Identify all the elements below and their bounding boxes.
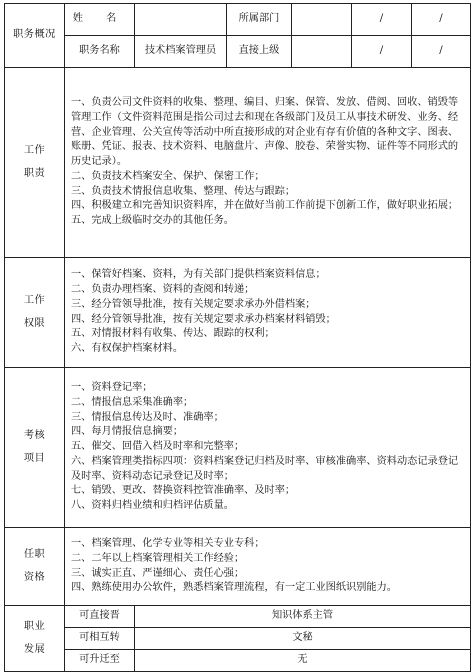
qualification-item: 一、档案管理、化学专业等相关专业专科； [71, 537, 265, 549]
qualification-label [5, 528, 65, 606]
superior-blank [292, 36, 352, 68]
overview-row-1 [5, 4, 471, 36]
dept-value-2: / [412, 4, 471, 36]
duties-label [5, 68, 65, 258]
assessment-label-line2: 项目 [23, 452, 46, 464]
career-path-value: 知识体系主管 [135, 606, 471, 628]
title-label: 职务名称 [65, 36, 135, 68]
authority-item: 五、对情报材料有收集、传达、跟踪的权利； [71, 328, 275, 340]
authority-item: 六、有权保护档案材料。 [71, 343, 184, 355]
superior-value-1: / [352, 36, 412, 68]
assessment-item: 三、情报信息传达及时、准确率； [71, 411, 224, 423]
name-label: 姓 名 [65, 4, 135, 36]
authority-label-line1: 工作 [23, 295, 46, 307]
job-description-table [4, 3, 471, 672]
assessment-item: 一、资料登记率； [71, 381, 153, 393]
authority-item: 四、经分管领导批准，按有关规定要求承办档案材料销毁； [71, 313, 336, 325]
duties-label-line1: 工作 [23, 145, 46, 157]
qualification-label-line1: 任职 [23, 549, 46, 561]
authority-label-line2: 权限 [23, 317, 46, 329]
authority-row [5, 258, 471, 368]
dept-value-1: / [352, 4, 412, 36]
authority-item: 二、负责办理档案、资料的查阅和转递； [71, 283, 255, 295]
duty-item: 一、负责公司文件资料的收集、整理、编目、归案、保管、发放、借阅、回收、销毁等管理工作（文件资料范围是指公司过去和现在各级部门及员工从事技术研发、业务、经营、企业管理、公关宣传等活动中所直接形成的对企业有存有价值的各种文字、图表、账册、凭证、报表、技术资料、电脑盘片、声像、胶卷、荣誉实物、证件等不同形式的历史记录）。 [71, 96, 459, 168]
title-value: 技术档案管理员 [135, 36, 227, 68]
overview-section-label: 职务概况 [5, 4, 65, 68]
superior-label: 直接上级 [227, 36, 292, 68]
career-path-label: 可相互转 [65, 628, 135, 650]
duty-item: 三、负责技术情报信息收集、整理、传达与跟踪； [71, 185, 296, 197]
duty-item: 四、积极建立和完善知识资料库，并在做好当前工作前提下创新工作，做好职业拓展； [71, 200, 459, 212]
career-row-2 [5, 628, 471, 650]
dept-label: 所属部门 [227, 4, 292, 36]
career-path-value: 文秘 [135, 628, 471, 650]
duty-item: 二、负责技术档案安全、保护、保密工作； [71, 170, 265, 182]
duty-item: 五、完成上级临时交办的其他任务。 [71, 215, 234, 227]
career-row-1 [5, 606, 471, 628]
qualification-label-line2: 资格 [23, 571, 46, 583]
qualification-row [5, 528, 471, 606]
career-path-value: 无 [135, 650, 471, 672]
duties-label-line2: 职责 [23, 167, 46, 179]
overview-row-2 [5, 36, 471, 68]
career-path-label: 可升迁至 [65, 650, 135, 672]
qualification-item: 二、二年以上档案管理相关工作经验； [71, 552, 245, 564]
qualification-item: 三、诚实正直、严谨细心、责任心强； [71, 567, 245, 579]
dept-blank [292, 4, 352, 36]
assessment-item: 六、档案管理类指标四项：资料档案登记归档及时率、审核准确率、资料动态记录登记及时率、资料动态记录登记及时率； [71, 455, 459, 482]
authority-item: 三、经分管领导批准，按有关规定要求承办外借档案； [71, 298, 316, 310]
career-path-label: 可直接晋 [65, 606, 135, 628]
authority-item: 一、保管好档案、资料，为有关部门提供档案资料信息； [71, 269, 326, 281]
assessment-item: 二、情报信息采集准确率； [71, 396, 194, 408]
duties-row [5, 68, 471, 258]
qualification-item: 四、熟练使用办公软件，熟悉档案管理流程，有一定工业图纸识别能力。 [71, 582, 397, 594]
name-value [135, 4, 227, 36]
assessment-row [5, 368, 471, 528]
assessment-list [65, 368, 471, 528]
qualification-list [65, 528, 471, 606]
assessment-item: 八、资料归档业绩和归档评估质量。 [71, 500, 234, 512]
authority-list [65, 258, 471, 368]
assessment-item: 五、催交、回借入档及时率和完整率； [71, 441, 245, 453]
career-label-line1: 职业 [23, 621, 46, 633]
assessment-label [5, 368, 65, 528]
authority-label [5, 258, 65, 368]
superior-value-2: / [412, 36, 471, 68]
assessment-item: 四、每月情报信息摘要； [71, 426, 184, 438]
duties-list [65, 68, 471, 258]
assessment-label-line1: 考核 [23, 430, 46, 442]
career-label [5, 606, 65, 672]
assessment-item: 七、销毁、更改、替换资料控管准确率、及时率； [71, 485, 296, 497]
career-row-3 [5, 650, 471, 672]
career-label-line2: 发展 [23, 643, 46, 655]
